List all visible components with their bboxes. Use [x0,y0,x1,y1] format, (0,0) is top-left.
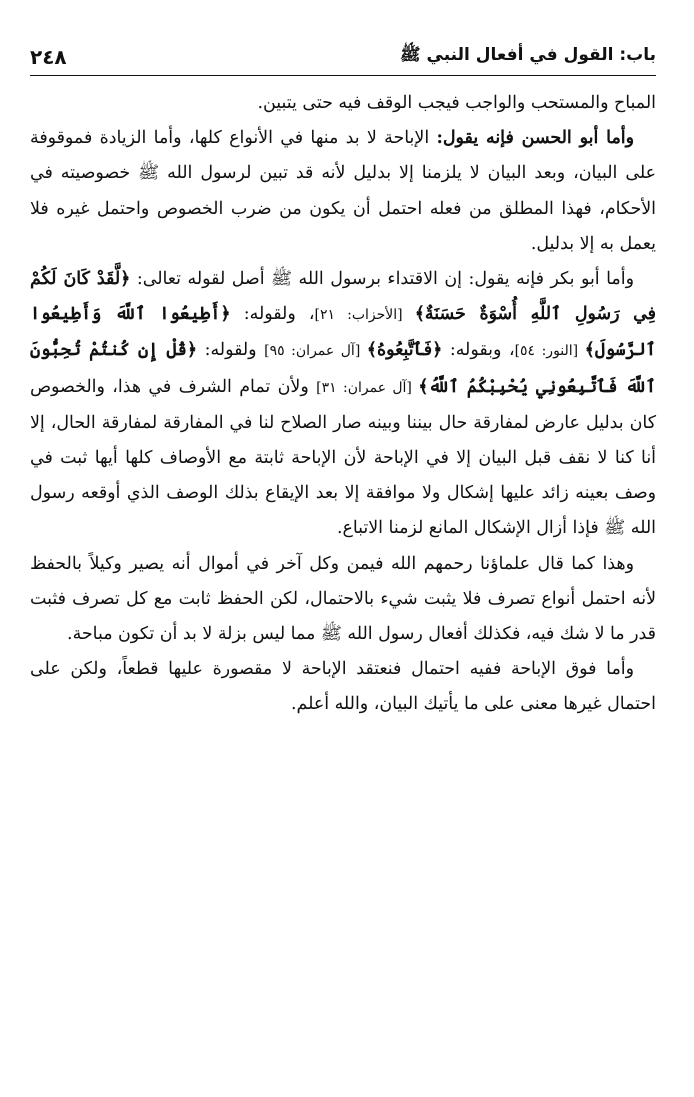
paragraph-3-text-1: وأما أبو بكر فإنه يقول: إن الاقتداء برسول الله ﷺ أصل لقوله تعالى: [130,269,634,290]
paragraph-3-text-3: ، وبقوله: [442,340,515,361]
paragraph-3-text-2: ، ولقوله: [230,304,315,325]
quran-verse-1: ﴿لَّقَدْ كَانَ لَكُمْ فِي رَسُولِ ٱللَّهِ أُسْوَةٌ حَسَنَةٌ﴾ [30,269,656,325]
verse-ref-2: [النور: ٥٤] [514,343,585,360]
paragraph-2-text: الإباحة لا بد منها في الأنواع كلها، وأما الزيادة فموقوفة على البيان، وبعد البيان لا يلزمنا إلا بدليل لأنه قد تبين لرسول الله ﷺ خصوصيته في الأحكام، فهذا المطلق من فعله احتمل أن يكون من ضرب الخصوص واحتمل غيره فلا يعمل به إلا بدليل. [30,128,656,254]
verse-ref-3: [آل عمران: ٩٥] [264,343,367,360]
chapter-title: باب: القول في أفعال النبي ﷺ [400,45,656,65]
paragraph-4: وهذا كما قال علماؤنا رحمهم الله فيمن وكل آخر في أموال أنه يصير وكيلاً بالحفظ لأنه احتمل أنواع تصرف فلا يثبت شيء بالاحتمال، لكن الحفظ ثابت مع كل تصرف فثبت قدر ما لا شك فيه، فكذلك أفعال رسول الله ﷺ مما ليس بزلة لا بد أن تكون مباحة. [30,553,656,645]
quran-verse-3: ﴿فَٱتَّبِعُوهُ﴾ [366,340,443,361]
verse-ref-1: [الأحزاب: ٢١] [314,307,415,324]
book-page [30,44,656,723]
quran-verse-2: ﴿أَطِيعُوا ٱللَّهَ وَأَطِيعُوا ٱلرَّسُولَ﴾ [30,304,656,361]
paragraph-3-text-4: ولقوله: [197,340,265,361]
quran-verse-4: ﴿قُلْ إِن كُنتُمْ تُحِبُّونَ ٱللَّهَ فَٱتَّبِعُونِي يُحْبِبْكُمُ ٱللَّهُ﴾ [30,340,656,397]
paragraph-5: وأما فوق الإباحة ففيه احتمال فنعتقد الإباحة لا مقصورة عليها قطعاً، ولكن على احتمال غيرها معنى على ما يأتيك البيان، والله أعلم. [30,659,656,715]
paragraph-1: المباح والمستحب والواجب فيجب الوقف فيه حتى يتبين. [257,93,656,113]
page-number: ٢٤٨ [30,45,67,69]
paragraph-3 [30,262,656,547]
page-body [30,86,656,723]
paragraph-3-text-5: ولأن تمام الشرف في هذا، والخصوص كان بدليل عارض لمفارقة حال بيننا وبينه صار الصلاح لنا في المفارقة لمفارقة الحال، إلا أنا كنا لا نقف قبل البيان إلا في الإباحة لأن الإباحة ثابتة مع الأوصاف كلها أيها ثبت في وصف بعينه زائد عليها إشكال ولا موافقة إلا بعد الإيقاع بذلك الوصف الذي أوقعه رسول الله ﷺ فإذا أزال الإشكال المانع لزمنا الاتباع. [30,376,656,539]
verse-ref-4: [آل عمران: ٣١] [316,379,419,396]
paragraph-2 [30,121,656,262]
page-header [30,44,656,76]
paragraph-2-lead: وأما أبو الحسن فإنه يقول: [436,128,634,149]
